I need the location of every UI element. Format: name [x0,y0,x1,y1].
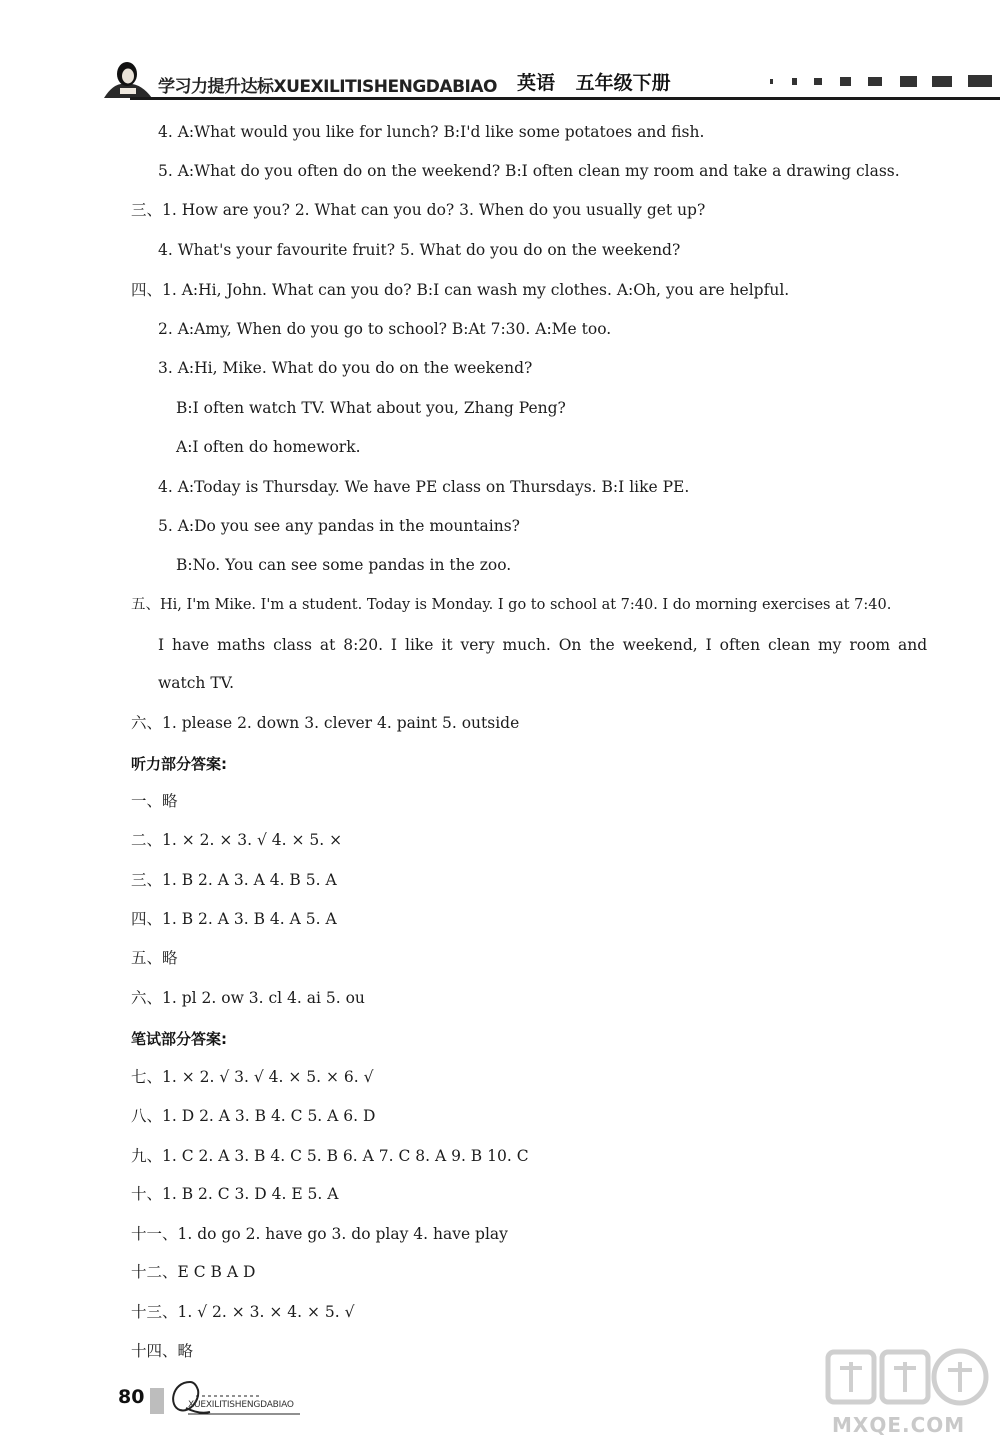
written-line: 十四、略 [131,1342,194,1360]
written-line: 十二、E C B A D [131,1263,256,1281]
footer-q-logo-icon [150,1372,310,1422]
header-decoration-bars [770,74,1000,88]
listening-heading: 听力部分答案: [131,755,227,773]
page-header [0,56,1000,104]
answer-line: 3. A:Hi, Mike. What do you do on the weekend? [158,359,533,377]
answer-line: 4. A:What would you like for lunch? B:I'd like some potatoes and fish. [158,123,705,141]
answer-line: watch TV. [158,674,235,692]
written-line: 七、1. × 2. √ 3. √ 4. × 5. × 6. √ [131,1068,374,1086]
answer-line: I have maths class at 8:20. I like it very much. On the weekend, I often clean my room and [158,636,928,654]
listening-line: 四、1. B 2. A 3. B 4. A 5. A [131,910,337,928]
answer-line: 三、1. How are you? 2. What can you do? 3. When do you usually get up? [131,201,706,219]
listening-line: 二、1. × 2. × 3. √ 4. × 5. × [131,831,343,849]
written-line: 十一、1. do go 2. have go 3. do play 4. have play [131,1225,508,1243]
listening-line: 六、1. pl 2. ow 3. cl 4. ai 5. ou [131,989,365,1007]
answer-line: 4. A:Today is Thursday. We have PE class on Thursdays. B:I like PE. [158,478,690,496]
answer-line: 2. A:Amy, When do you go to school? B:At 7:30. A:Me too. [158,320,612,338]
footer-brand: XUEXILITISHENGDABIAO [188,1400,294,1410]
answer-line: 5. A:What do you often do on the weekend? B:I often clean my room and take a drawing class. [158,162,900,180]
answer-line: 4. What's your favourite fruit? 5. What do you do on the weekend? [158,241,681,259]
listening-line: 一、略 [131,792,178,810]
answer-line: B:No. You can see some pandas in the zoo. [176,556,512,574]
page-number: 80 [118,1386,145,1408]
answer-line: 五、Hi, I'm Mike. I'm a student. Today is Monday. I go to school at 7:40. I do morning exercises at 7:40. [131,597,892,613]
header-rule [130,97,1000,100]
answer-line: 5. A:Do you see any pandas in the mountains? [158,517,520,535]
listening-line: 三、1. B 2. A 3. A 4. B 5. A [131,871,337,889]
watermark-text: MXQE.COM [832,1413,966,1437]
written-line: 八、1. D 2. A 3. B 4. C 5. A 6. D [131,1107,376,1125]
written-line: 十三、1. √ 2. × 3. × 4. × 5. √ [131,1303,355,1321]
listening-line: 五、略 [131,949,178,967]
answer-line: 六、1. please 2. down 3. clever 4. paint 5. outside [131,714,520,732]
subject-grade-title: 英语 五年级下册 [517,72,671,94]
written-line: 十、1. B 2. C 3. D 4. E 5. A [131,1185,339,1203]
student-avatar-icon [100,58,154,100]
written-heading: 笔试部分答案: [131,1030,227,1048]
answer-line: B:I often watch TV. What about you, Zhang Peng? [176,399,566,417]
book-brand-title: 学习力提升达标XUEXILITISHENGDABIAO [158,77,497,97]
written-line: 九、1. C 2. A 3. B 4. C 5. B 6. A 7. C 8. A 9. B 10. C [131,1147,529,1165]
answer-line: 四、1. A:Hi, John. What can you do? B:I can wash my clothes. A:Oh, you are helpful. [131,281,790,299]
answer-line: A:I often do homework. [176,438,361,456]
